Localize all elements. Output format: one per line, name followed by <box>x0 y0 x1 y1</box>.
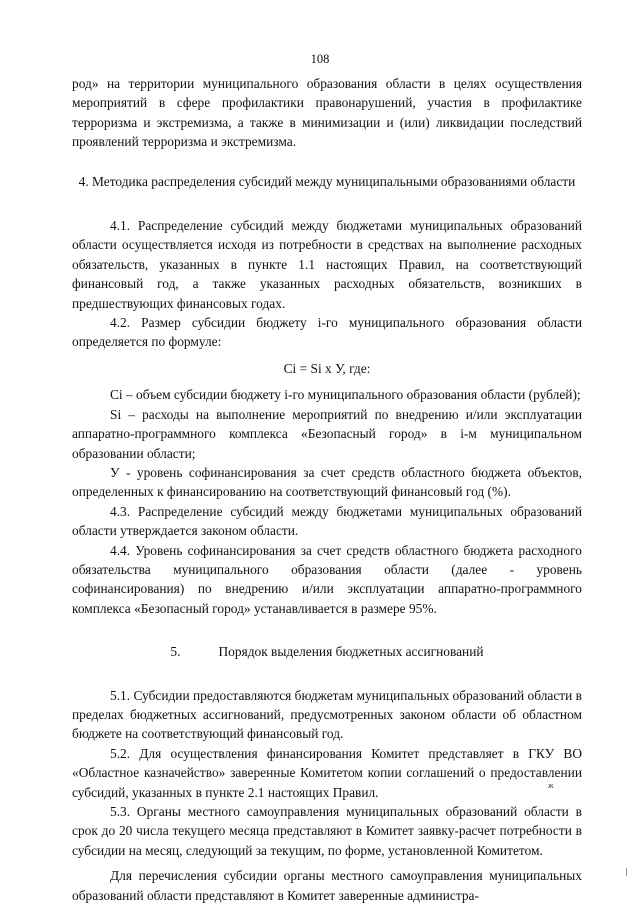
page-number: 108 <box>310 52 330 66</box>
paragraph-4-2: 4.2. Размер субсидии бюджету i-го муниципального образования области определяется по формуле: <box>72 315 582 350</box>
definition-ci: Ci – объем субсидии бюджету i-го муниципального образования области (рублей); <box>110 387 581 403</box>
section-5-title: Порядок выделения бюджетных ассигнований <box>218 644 484 660</box>
section-4-heading: 4. Методика распределения субсидий между муниципальными образованиями области <box>78 173 576 189</box>
section-5-number: 5. <box>170 644 181 660</box>
paragraph-4-3: 4.3. Распределение субсидий между бюджетами муниципальных образований области утверждается законом области. <box>72 503 582 539</box>
paragraph-4-1: 4.1. Распределение субсидий между бюджетами муниципальных образований области осуществляется исходя из потребности в средствах на выполнение расходных обязательств, указанных в пункте 1.1 настоящих Правил, на соответствующий финансовый год, а также указанных расходных обязательств, возникших в предшествующих финансовых годах. <box>72 218 582 311</box>
definition-u: У - уровень софинансирования за счет средств областного бюджета объектов, определенных к финансированию на соответствующий финансовый год (%). <box>72 464 582 500</box>
formula: Ci = Si x У, где: <box>283 360 371 376</box>
scan-edge-tick <box>626 868 627 876</box>
paragraph-5-1: 5.1. Субсидии предоставляются бюджетам муниципальных образований области в пределах бюджетных ассигнований, предусмотренных законом области об областном бюджете на соответствующий финансовый год. <box>72 687 582 742</box>
intro-paragraph: род» на территории муниципального образования области в целях осуществления мероприятий в сфере профилактики правонарушений, участия в профилактике терроризма и экстремизма, а также в минимизации и (или) ликвидации последствий проявлений терроризма и экстремизма. <box>72 76 582 150</box>
section-5-heading <box>72 642 582 661</box>
paragraph-5-2: 5.2. Для осуществления финансирования Комитет представляет в ГКУ ВО «Областное казначейство» заверенные Комитетом копии соглашений о предоставлении субсидий, указанных в пункте 2.1 настоящих Правил. <box>72 745 582 800</box>
paragraph-4-4: 4.4. Уровень софинансирования за счет средств областного бюджета расходного обязательства муниципального образования области (далее - уровень софинансирования) по внедрению и/или эксплуатации аппаратно-программного комплекса «Безопасный город» устанавливается в размере 95%. <box>72 542 582 616</box>
definition-si: Si – расходы на выполнение мероприятий по внедрению и/или эксплуатации аппаратно-программного комплекса «Безопасный город» в i-м муниципальном образовании области; <box>72 406 582 461</box>
paragraph-last: Для перечисления субсидии органы местного самоуправления муниципальных образований области представляют в Комитет заверенные администра- <box>72 868 582 903</box>
scan-mark: ж <box>548 781 554 790</box>
paragraph-5-3: 5.3. Органы местного самоуправления муниципальных образований области в срок до 20 числа текущего месяца представляют в Комитет заявку-расчет потребности в субсидии на месяц, следующий за текущим, по форме, установленной Комитетом. <box>72 804 582 858</box>
document-body <box>72 74 582 905</box>
